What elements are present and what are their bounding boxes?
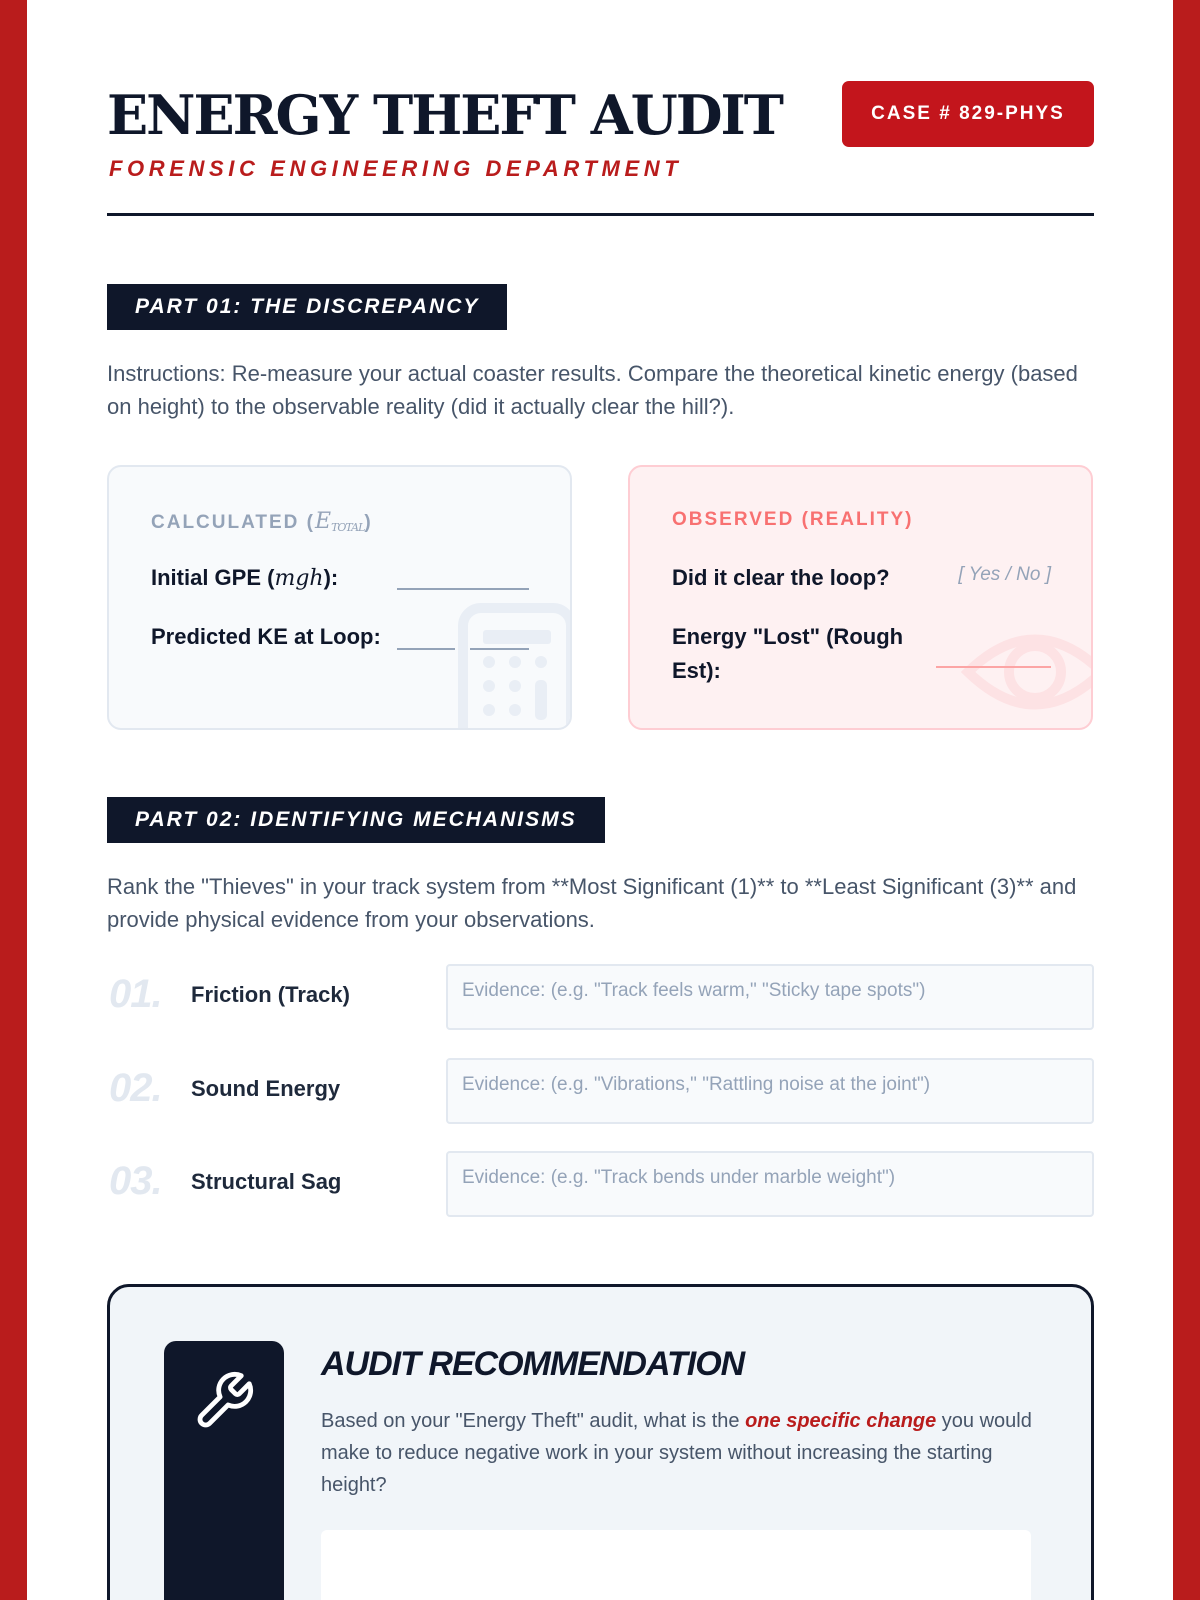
part-01-instructions: Instructions: Re-measure your actual coaster results. Compare the theoretical kinetic energy (based on height) to the observable reality (did it actually clear the hill?). xyxy=(107,361,1078,419)
recommendation-icon-panel xyxy=(164,1341,284,1600)
mechanism-name: Sound Energy xyxy=(191,1076,341,1101)
page-title: ENERGY THEFT AUDIT xyxy=(107,83,782,147)
mechanism-rank: 01. xyxy=(109,972,162,1016)
observed-card xyxy=(628,465,1093,730)
energy-lost-blank[interactable] xyxy=(936,665,1051,668)
wrench-icon xyxy=(192,1369,256,1433)
worksheet-page xyxy=(27,0,1173,1600)
energy-lost-label: Energy "Lost" (Rough Est): xyxy=(672,624,904,683)
observed-heading: OBSERVED (REALITY) xyxy=(672,509,914,530)
mechanism-name: Structural Sag xyxy=(191,1169,342,1194)
case-number-badge: CASE # 829-PHYS xyxy=(842,81,1094,147)
recommendation-title: AUDIT RECOMMENDATION xyxy=(321,1345,745,1383)
mechanism-rank: 03. xyxy=(109,1159,162,1203)
mechanism-rank: 02. xyxy=(109,1066,162,1110)
mechanism-name: Friction (Track) xyxy=(191,982,350,1007)
calculated-heading: CALCULATED (ETOTAL) xyxy=(151,509,373,534)
page-subtitle: FORENSIC ENGINEERING DEPARTMENT xyxy=(109,156,683,181)
evidence-input[interactable]: Evidence: (e.g. "Track bends under marble weight") xyxy=(446,1151,1094,1217)
part-02-label: PART 02: IDENTIFYING MECHANISMS xyxy=(107,797,605,843)
part-02-instructions: Rank the "Thieves" in your track system from **Most Significant (1)** to **Least Significant (3)** and provide physical evidence from your observations. xyxy=(107,874,1077,932)
evidence-input[interactable]: Evidence: (e.g. "Vibrations," "Rattling noise at the joint") xyxy=(446,1058,1094,1124)
evidence-input[interactable]: Evidence: (e.g. "Track feels warm," "Sticky tape spots") xyxy=(446,964,1094,1030)
cleared-loop-label: Did it clear the loop? xyxy=(672,565,890,590)
initial-gpe-blank[interactable] xyxy=(397,587,529,590)
yes-no-hint[interactable]: [ Yes / No ] xyxy=(958,564,1051,585)
predicted-ke-label: Predicted KE at Loop: xyxy=(151,624,381,649)
initial-gpe-label: Initial GPE (mgh): xyxy=(151,565,339,591)
eye-icon xyxy=(960,617,1093,727)
recommendation-answer-field[interactable] xyxy=(321,1530,1031,1600)
predicted-ke-blank-2[interactable] xyxy=(470,647,529,650)
calculated-card xyxy=(107,465,572,730)
header-divider xyxy=(107,213,1094,216)
recommendation-prompt: Based on your "Energy Theft" audit, what is the one specific change you would make to reduce negative work in your system without increasing the starting height? xyxy=(321,1410,1032,1496)
calculator-icon xyxy=(457,602,572,730)
part-01-label: PART 01: THE DISCREPANCY xyxy=(107,284,507,330)
audit-recommendation-box xyxy=(107,1284,1094,1600)
predicted-ke-blank-1[interactable] xyxy=(397,647,455,650)
emphasis-text: one specific change xyxy=(745,1410,937,1432)
